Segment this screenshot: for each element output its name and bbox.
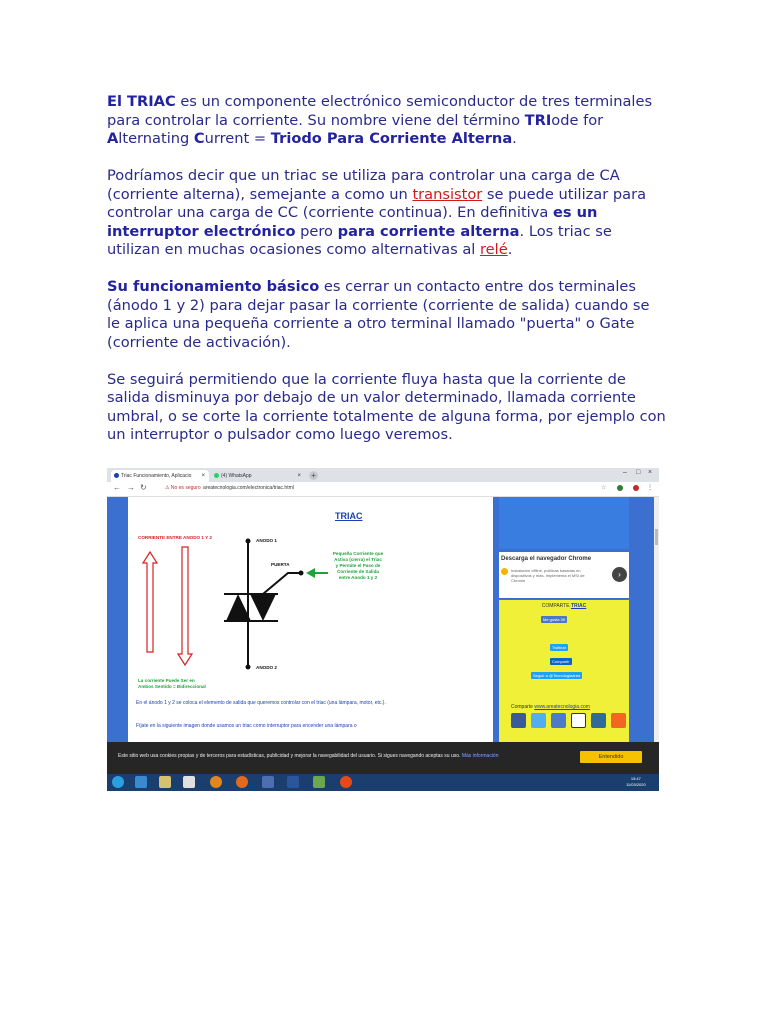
label-anodo1: ANODO 1 [256,538,277,543]
gate-info-line: y Permite el Paso de [335,563,381,568]
paragraph-umbral [107,371,667,445]
chrome-taskbar-icon[interactable] [340,776,352,788]
triac-heading: El TRIAC [107,93,176,110]
reload-icon[interactable]: ↻ [140,483,147,492]
funcionamiento-text: es cerrar un contacto entre dos terminales (ánodo 1 y 2) para dejar pasar la corriente (corriente de salida) cuando se le aplica una pequeña corriente a otro terminal llamado "puerta" o Gate (corriente de activación). [107,278,650,351]
url-field[interactable]: areatecnologia.com/electronica/triac.html [203,485,294,491]
gate-dot [299,571,304,576]
ie-icon[interactable] [135,776,147,788]
transistor-link[interactable]: transistor [412,185,483,203]
digg-icon[interactable] [591,713,606,728]
gate-info-line: Pequeña Corriente que [332,551,384,556]
triac-diagram [128,497,493,697]
ad-title: Descarga el navegador Chrome [501,556,592,562]
scrollbar-thumb[interactable] [655,529,658,545]
embedded-screenshot [107,468,659,791]
gate-info-line: Activa (cierra) el Triac [334,557,382,562]
cookie-accept-button[interactable]: Entendido [580,751,642,763]
calculator-icon[interactable] [262,776,274,788]
start-button-icon[interactable] [112,776,124,788]
c-strong: C [193,130,205,147]
uso-text-3: pero [295,222,338,240]
umbral-text: Se seguirá permitiendo que la corriente fluya hasta que la corriente de salida disminuya por debajo de un valor determinado, llamada corriente umbral, o se corte la corriente totalmente de alguna forma, por ejemplo con un interruptor o pulsador como luego veremos. [107,370,666,443]
chrome-icon [501,568,508,575]
diagram-title: TRIAC [335,511,363,521]
share-panel [499,600,629,742]
vlc-icon[interactable] [236,776,248,788]
gate-info-line: Corriente de Salida [337,569,379,574]
app-icon[interactable] [313,776,325,788]
tab-whatsapp-label: (4) WhatsApp [221,473,252,479]
intro-text-4: urrent = [204,130,271,147]
bidir-line: Ambos Sentido = Bidireccional [138,684,206,689]
paragraph-funcionamiento [107,278,667,352]
facebook-icon[interactable] [511,713,526,728]
ad-description: Instalación offline, políticas basadas en dispositivos y más. Implementa el MSI de Chrome [511,568,585,583]
document-body [107,93,667,463]
whatsapp-icon [214,473,219,478]
not-secure-badge[interactable]: ⚠ No es seguro [165,485,201,491]
tab-whatsapp[interactable] [211,470,305,482]
interruptor-strong: es un interruptor electrónico [107,204,598,240]
page-paragraph-1: En el ánodo 1 y 2 se coloca el elemento de salida que queremos controlar con el triac (una lámpara, motor, etc.). [136,700,386,706]
funcionamiento-strong: Su funcionamiento básico [107,278,320,295]
ad-next-button[interactable]: › [612,567,627,582]
gate-current-arrow-icon [306,568,328,578]
share-footer [511,704,590,710]
linkedin-button[interactable]: Compartir [552,659,570,664]
clock-date: 11/03/2020 [626,782,646,787]
sidebar-banner [499,497,629,549]
corriente-alterna-strong: para corriente alterna [337,222,520,240]
profile-icon[interactable] [633,485,639,491]
label-puerta: PUERTA [271,562,290,567]
gate-info-line: entre Anodo 1 y 2 [338,575,378,580]
browser-tabbar [107,468,659,482]
twitter-follow-button[interactable]: Seguir a @Tecnologiaarea [533,673,581,678]
paragraph-uso [107,167,667,260]
myspace-icon[interactable] [551,713,566,728]
uso-text: Podríamos decir que un triac se utiliza para controlar una carga de CA (corriente alterna), semejante a como un [107,167,620,203]
uso-text-4: . Los triac se utilizan en muchas ocasiones como alternativas al [107,222,612,258]
share-foot-link[interactable]: www.areatecnologia.com [534,704,590,710]
blogger-icon[interactable] [611,713,626,728]
uso-text-2: se puede utilizar para controlar una carga de CC (corriente continua). En definitiva [107,185,647,221]
triac-triangle-right [250,594,276,621]
new-tab-button[interactable]: + [309,471,318,480]
not-secure-label: No es seguro [170,485,201,491]
a-strong: A [107,130,119,147]
explorer-icon[interactable] [159,776,171,788]
twitter-icon[interactable] [531,713,546,728]
window-close-icon[interactable]: × [648,469,653,476]
extension-icon[interactable] [617,485,623,491]
label-corriente: CORRIENTE ENTRE ANODO 1 Y 2 [138,535,212,540]
tri-strong: TRI [524,111,552,129]
share-title [499,603,629,609]
twitter-button[interactable]: Twittear [552,645,567,650]
anodo2-dot [246,665,251,670]
anodo1-dot [246,539,251,544]
taskbar [107,774,659,791]
maximize-icon[interactable]: □ [636,469,641,476]
clock [626,776,646,788]
triodo-strong: Triodo Para Corriente Alterna [270,130,513,147]
menu-icon[interactable]: ⋮ [647,485,653,491]
facebook-like-button[interactable]: Me gusta 3K [543,617,566,622]
share-foot-prefix: Comparte [511,704,533,710]
scrollbar[interactable] [654,497,659,742]
minimize-icon[interactable]: – [623,469,627,476]
double-arrow-icon [143,547,192,665]
intro-end: . [512,130,517,147]
word-icon[interactable] [287,776,299,788]
cookie-text [118,753,578,759]
paragraph-intro [107,93,667,149]
bidir-line: La corriente Puede Ser en [138,678,195,683]
close-icon[interactable]: × [297,473,301,479]
uso-end: . [507,241,513,258]
delicious-icon[interactable] [571,713,586,728]
page-paragraph-2: Fíjate en la siguiente imagen donde usamos un triac como interruptor para encender una lámpara o [136,723,357,729]
intro-text-3: lternating [118,130,194,147]
tab-triac-label: Triac Funcionamiento, Aplicacio [121,473,192,479]
rele-link[interactable]: relé [479,241,508,258]
site-favicon-icon [114,473,119,478]
star-icon[interactable]: ☆ [601,485,607,491]
label-anodo2: ANODO 2 [256,665,277,670]
back-icon[interactable]: ← [113,483,121,492]
share-title-link[interactable]: TRIAC [570,603,587,609]
cookie-message: Este sitio web usa cookies propias y de terceros para estadísticas, publicidad y mejorar la navegabilidad del usuario. Si sigues navegando aceptas su uso. [118,753,461,759]
cookie-more-link[interactable]: Más información [461,753,499,759]
share-title-prefix: COMPARTE [541,603,570,609]
gate-line [263,573,301,594]
firefox-icon[interactable] [210,776,222,788]
media-player-icon[interactable] [183,776,195,788]
tab-triac[interactable] [111,470,209,482]
address-bar [107,482,659,497]
close-icon[interactable]: × [201,473,205,479]
chrome-ad[interactable] [499,552,629,598]
clock-time: 15:47 [630,776,641,781]
forward-icon[interactable]: → [127,483,135,492]
page-content [128,497,493,742]
intro-text: es un componente electrónico semiconductor de tres terminales para controlar la corriente. Su nombre viene del término [107,93,653,129]
cookie-banner [107,742,659,774]
intro-text-2: ode for [551,111,604,129]
